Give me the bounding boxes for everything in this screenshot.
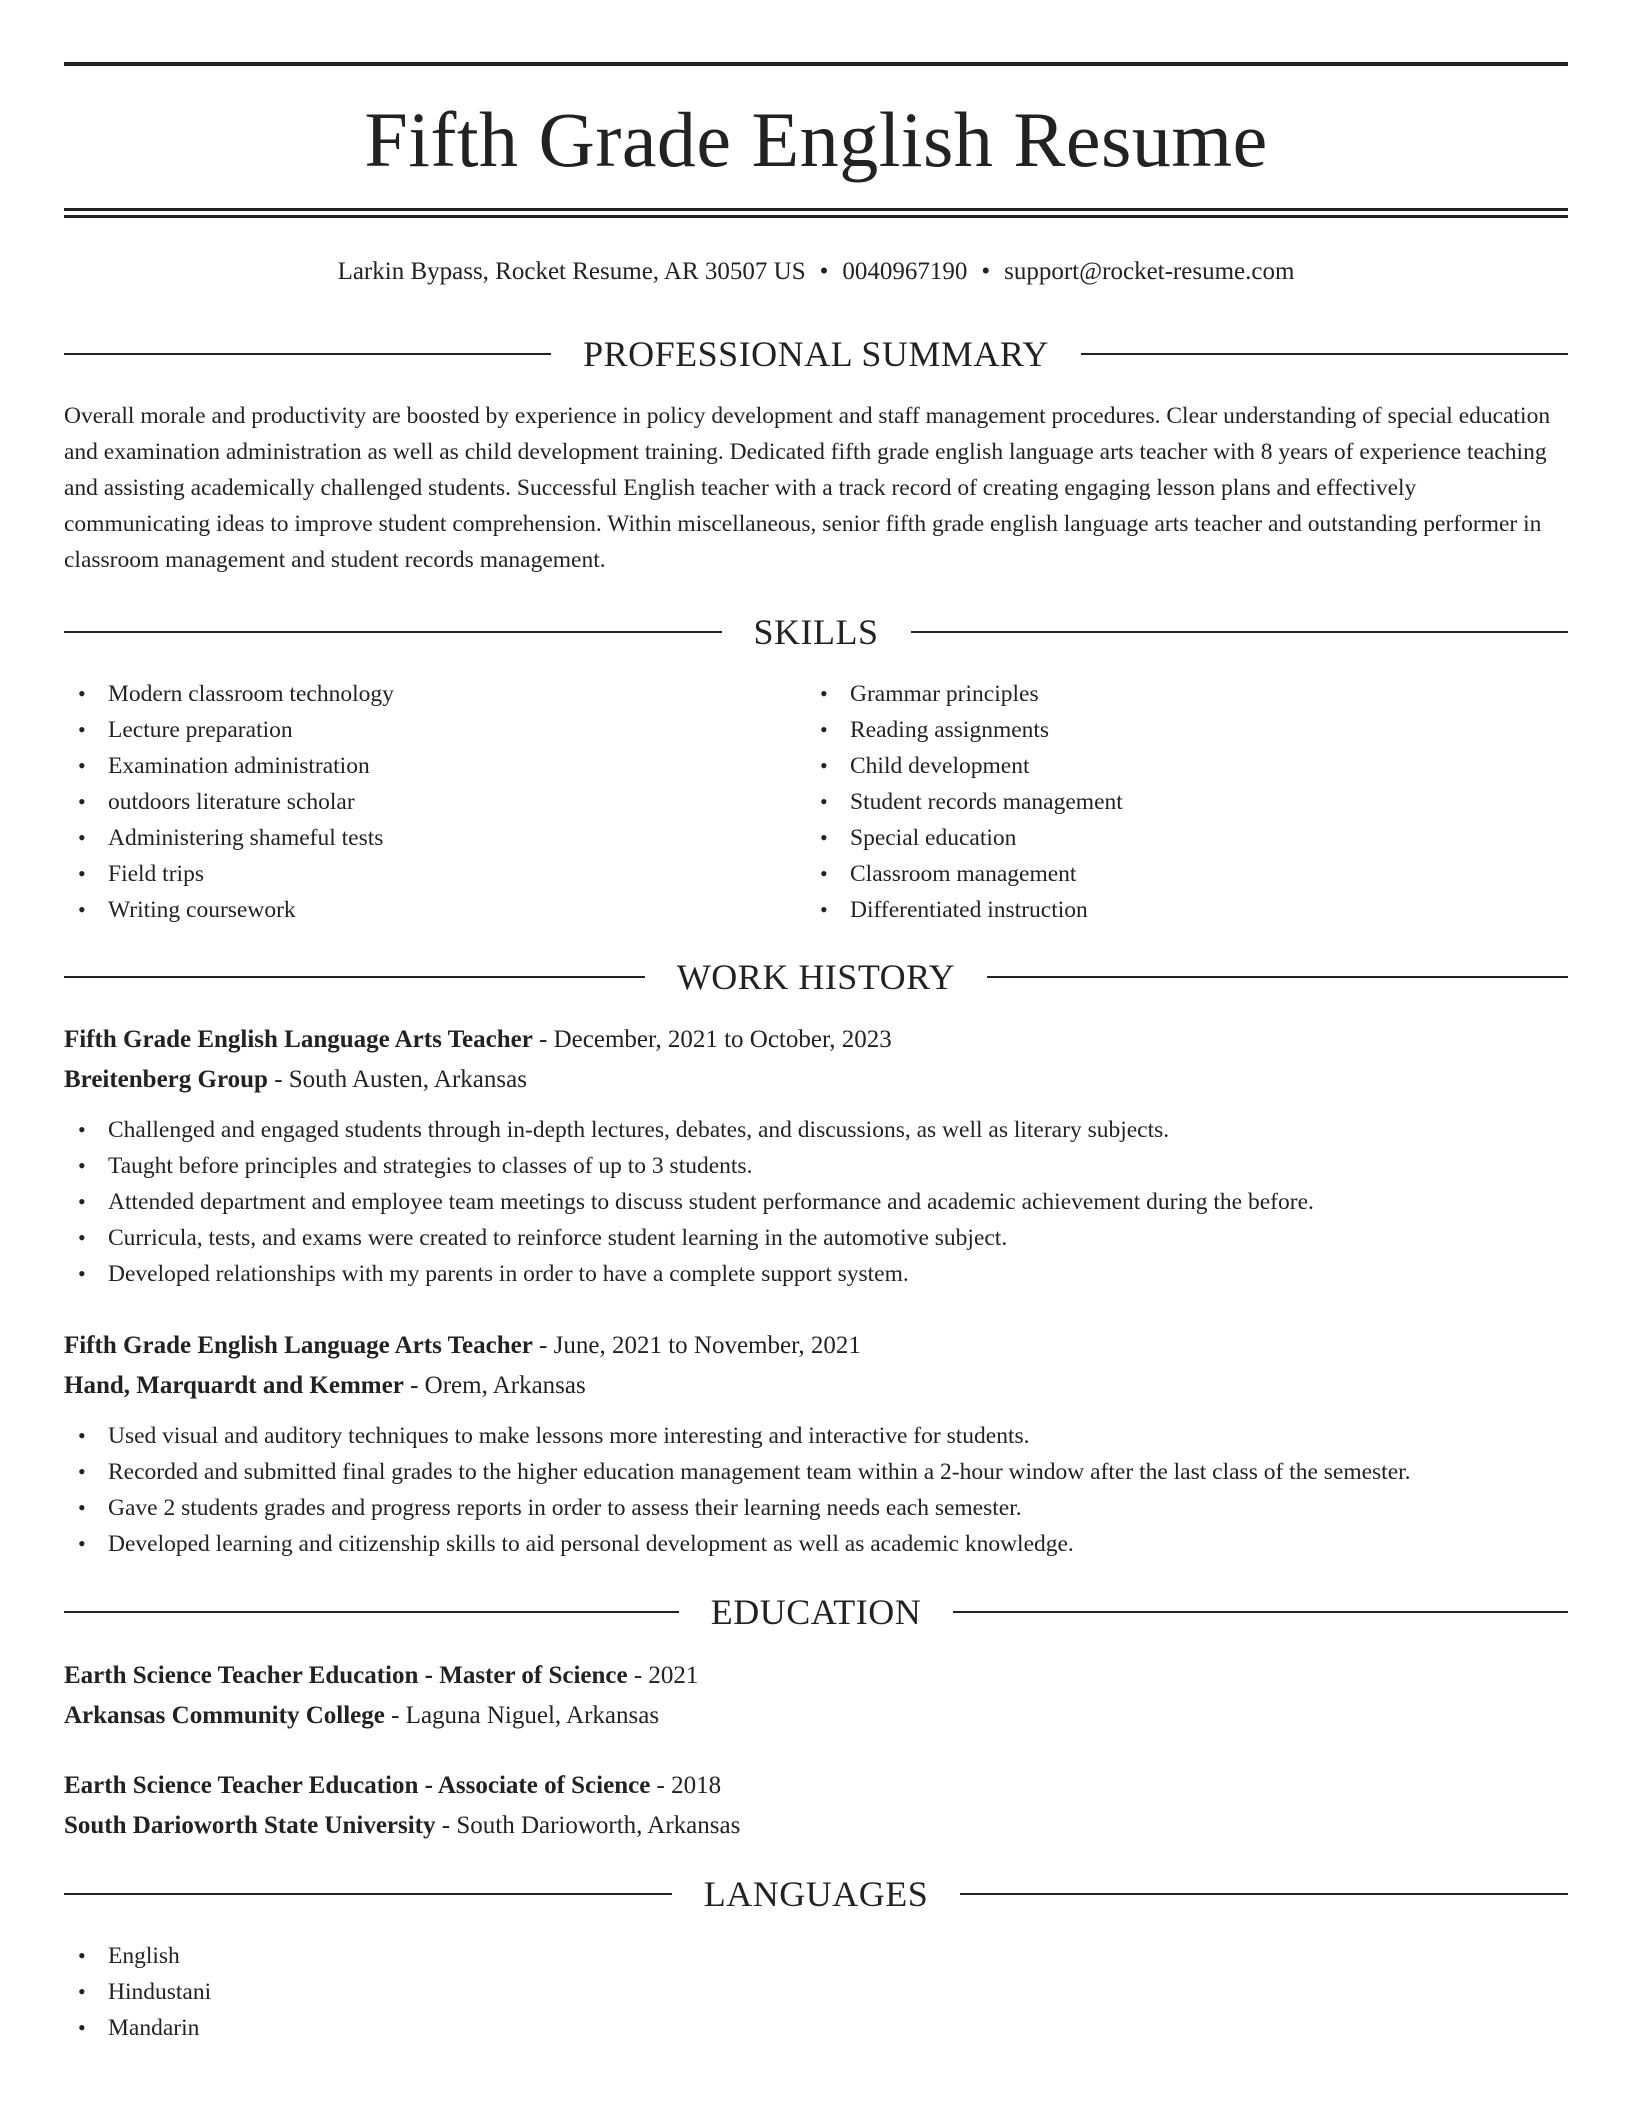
education-degree-line [64,1766,1568,1806]
work-company-line [64,1366,1568,1406]
section-title-work: WORK HISTORY [676,957,956,997]
company-location: - Orem, Arkansas [403,1372,586,1399]
section-header-education [64,1590,1568,1634]
work-bullet: • Curricula, tests, and exams were created to reinforce student learning in the automotive subject. [64,1220,1568,1256]
education-entry [64,1766,1568,1846]
section-rule [953,1611,1568,1613]
section-rule [64,631,722,633]
work-title-line [64,1326,1568,1366]
school-location: - Laguna Niguel, Arkansas [384,1702,660,1729]
contact-phone: 0040967190 [842,258,968,285]
section-title-summary: PROFESSIONAL SUMMARY [583,334,1049,374]
skill-item: • Field trips [64,856,764,892]
section-title-skills: SKILLS [753,612,879,652]
work-bullet: • Gave 2 students grades and progress reports in order to assess their learning needs each semester. [64,1490,1568,1526]
contact-separator: • [981,258,991,285]
company-location: - South Austen, Arkansas [267,1066,527,1093]
education-degree-line [64,1656,1568,1696]
work-bullet: • Used visual and auditory techniques to make lessons more interesting and interactive for students. [64,1418,1568,1454]
work-bullet: • Recorded and submitted final grades to the higher education management team within a 2-hour window after the last class of the semester. [64,1454,1568,1490]
work-entry [64,1020,1568,1292]
summary-text: Overall morale and productivity are boosted by experience in policy development and staff management procedures. Clear understanding of special education and examination administration as well as child development training. Dedicated fifth grade english language arts teacher with 8 years of experience teaching and assisting academically challenged students. Successful English teacher with a track record of creating engaging lesson plans and effectively communicating ideas to improve student comprehension. Within miscellaneous, senior fifth grade english language arts teacher and outstanding performer in classroom management and student records management. [64,403,1551,573]
skill-item: • outdoors literature scholar [64,784,764,820]
education-school-line [64,1806,1568,1846]
section-header-summary [64,332,1568,376]
work-bullet: • Developed relationships with my parents in order to have a complete support system. [64,1256,1568,1292]
section-rule [960,1893,1568,1895]
skill-item: • Writing coursework [64,892,764,928]
school-location: - South Darioworth, Arkansas [435,1812,741,1839]
section-rule [64,976,645,978]
skill-item: • Special education [806,820,1506,856]
section-title-languages: LANGUAGES [703,1874,929,1914]
section-header-languages [64,1872,1568,1916]
double-rule [64,208,1568,218]
work-bullet: • Developed learning and citizenship skills to aid personal development as well as academic knowledge. [64,1526,1568,1562]
top-rule [64,62,1568,66]
skill-item: • Administering shameful tests [64,820,764,856]
job-title: Fifth Grade English Language Arts Teacher [64,1026,533,1053]
skill-item: • Student records management [806,784,1506,820]
job-dates: - June, 2021 to November, 2021 [532,1332,861,1359]
skill-item: • Reading assignments [806,712,1506,748]
company-name: Hand, Marquardt and Kemmer [64,1372,404,1399]
work-bullets [64,1418,1568,1562]
job-dates: - December, 2021 to October, 2023 [532,1026,892,1053]
work-entry [64,1326,1568,1562]
school-name: South Darioworth State University [64,1812,436,1839]
skills-list-right [806,676,1506,928]
section-rule [1081,353,1568,355]
section-header-skills [64,610,1568,654]
education-entry [64,1656,1568,1736]
contact-line [64,254,1568,290]
section-rule [987,976,1568,978]
section-rule [64,353,551,355]
skill-item: • Differentiated instruction [806,892,1506,928]
language-item: • Hindustani [64,1974,1568,2010]
language-item: • Mandarin [64,2010,1568,2046]
work-bullet: • Challenged and engaged students through in-depth lectures, debates, and discussions, as well as literary subjects. [64,1112,1568,1148]
skill-item: • Lecture preparation [64,712,764,748]
work-title-line [64,1020,1568,1060]
work-company-line [64,1060,1568,1100]
section-header-work [64,955,1568,999]
skill-item: • Examination administration [64,748,764,784]
section-rule [64,1893,672,1895]
skill-item: • Child development [806,748,1506,784]
section-title-education: EDUCATION [710,1592,922,1632]
language-item: • English [64,1938,1568,1974]
degree: Earth Science Teacher Education - Associate of Science [64,1772,651,1799]
contact-address: Larkin Bypass, Rocket Resume, AR 30507 US [337,258,806,285]
education-school-line [64,1696,1568,1736]
section-rule [911,631,1569,633]
school-name: Arkansas Community College [64,1702,385,1729]
contact-email: support@rocket-resume.com [1004,258,1295,285]
degree-year: - 2021 [627,1662,699,1689]
job-title: Fifth Grade English Language Arts Teacher [64,1332,533,1359]
skill-item: • Grammar principles [806,676,1506,712]
work-bullets [64,1112,1568,1292]
section-rule [64,1611,679,1613]
work-bullet: • Attended department and employee team meetings to discuss student performance and academic achievement during the before. [64,1184,1568,1220]
work-bullet: • Taught before principles and strategies to classes of up to 3 students. [64,1148,1568,1184]
degree-year: - 2018 [650,1772,722,1799]
skills-list-left [64,676,764,928]
company-name: Breitenberg Group [64,1066,268,1093]
skill-item: • Classroom management [806,856,1506,892]
skill-item: • Modern classroom technology [64,676,764,712]
contact-separator: • [819,258,829,285]
languages-list [64,1938,1568,2046]
page-title: Fifth Grade English Resume [364,96,1268,183]
degree: Earth Science Teacher Education - Master of Science [64,1662,628,1689]
